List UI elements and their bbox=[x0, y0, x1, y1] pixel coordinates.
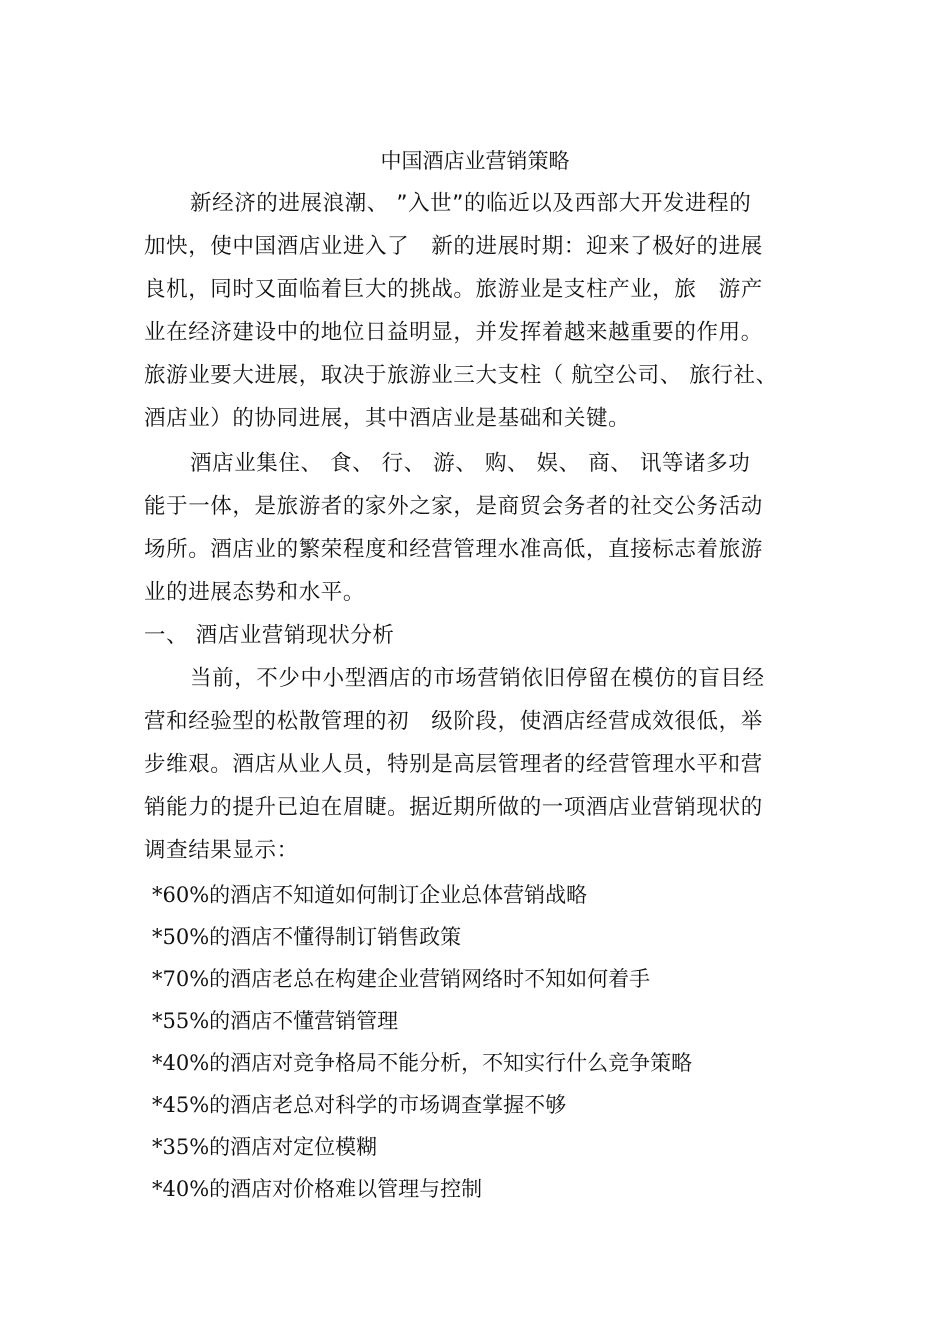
survey-item: *50%的酒店不懂得制订销售政策 bbox=[152, 925, 462, 949]
paragraph-3-line-2: 营和经验型的松散管理的初 级阶段，使酒店经营成效很低，举 bbox=[144, 709, 763, 734]
section-heading: 一、 酒店业营销现状分析 bbox=[144, 623, 395, 648]
paragraph-3-line-1: 当前，不少中小型酒店的市场营销依旧停留在模仿的盲目经 bbox=[190, 666, 765, 691]
paragraph-2-line-2: 能于一体，是旅游者的家外之家，是商贸会务者的社交公务活动 bbox=[144, 494, 763, 519]
paragraph-1-line-6: 酒店业）的协同进展，其中酒店业是基础和关键。 bbox=[144, 406, 631, 431]
paragraph-3-line-3: 步维艰。酒店从业人员，特别是高层管理者的经营管理水平和营 bbox=[144, 752, 763, 777]
paragraph-3-line-4: 销能力的提升已迫在眉睫。据近期所做的一项酒店业营销现状的 bbox=[144, 795, 763, 820]
paragraph-2-line-3: 场所。酒店业的繁荣程度和经营管理水准高低，直接标志着旅游 bbox=[144, 537, 763, 562]
paragraph-3-line-5: 调查结果显示： bbox=[144, 838, 299, 863]
paragraph-2-line-4: 业的进展态势和水平。 bbox=[144, 580, 366, 605]
survey-item: *35%的酒店对定位模糊 bbox=[152, 1135, 378, 1159]
survey-item: *40%的酒店对价格难以管理与控制 bbox=[152, 1177, 483, 1201]
paragraph-1-line-2: 加快，使中国酒店业进入了 新的进展时期：迎来了极好的进展 bbox=[144, 234, 763, 259]
paragraph-2-line-1: 酒店业集住、 食、 行、 游、 购、 娱、 商、 讯等诸多功 bbox=[190, 451, 751, 476]
survey-item: *55%的酒店不懂营销管理 bbox=[152, 1009, 399, 1033]
survey-item: *70%的酒店老总在构建企业营销网络时不知如何着手 bbox=[152, 967, 651, 991]
paragraph-1-line-4: 业在经济建设中的地位日益明显，并发挥着越来越重要的作用。 bbox=[144, 320, 763, 345]
paragraph-1-line-3: 良机，同时又面临着巨大的挑战。旅游业是支柱产业，旅 游产 bbox=[144, 277, 763, 302]
survey-item: *45%的酒店老总对科学的市场调查掌握不够 bbox=[152, 1093, 567, 1117]
paragraph-1-line-1: 新经济的进展浪潮、 ”入世”的临近以及西部大开发进程的 bbox=[190, 191, 752, 216]
paragraph-1-line-5: 旅游业要大进展，取决于旅游业三大支柱（ 航空公司、 旅行社、 bbox=[144, 363, 778, 388]
survey-item: *40%的酒店对竞争格局不能分析，不知实行什么竞争策略 bbox=[152, 1051, 693, 1075]
survey-item: *60%的酒店不知道如何制订企业总体营销战略 bbox=[152, 883, 588, 907]
document-title: 中国酒店业营销策略 bbox=[380, 149, 570, 173]
